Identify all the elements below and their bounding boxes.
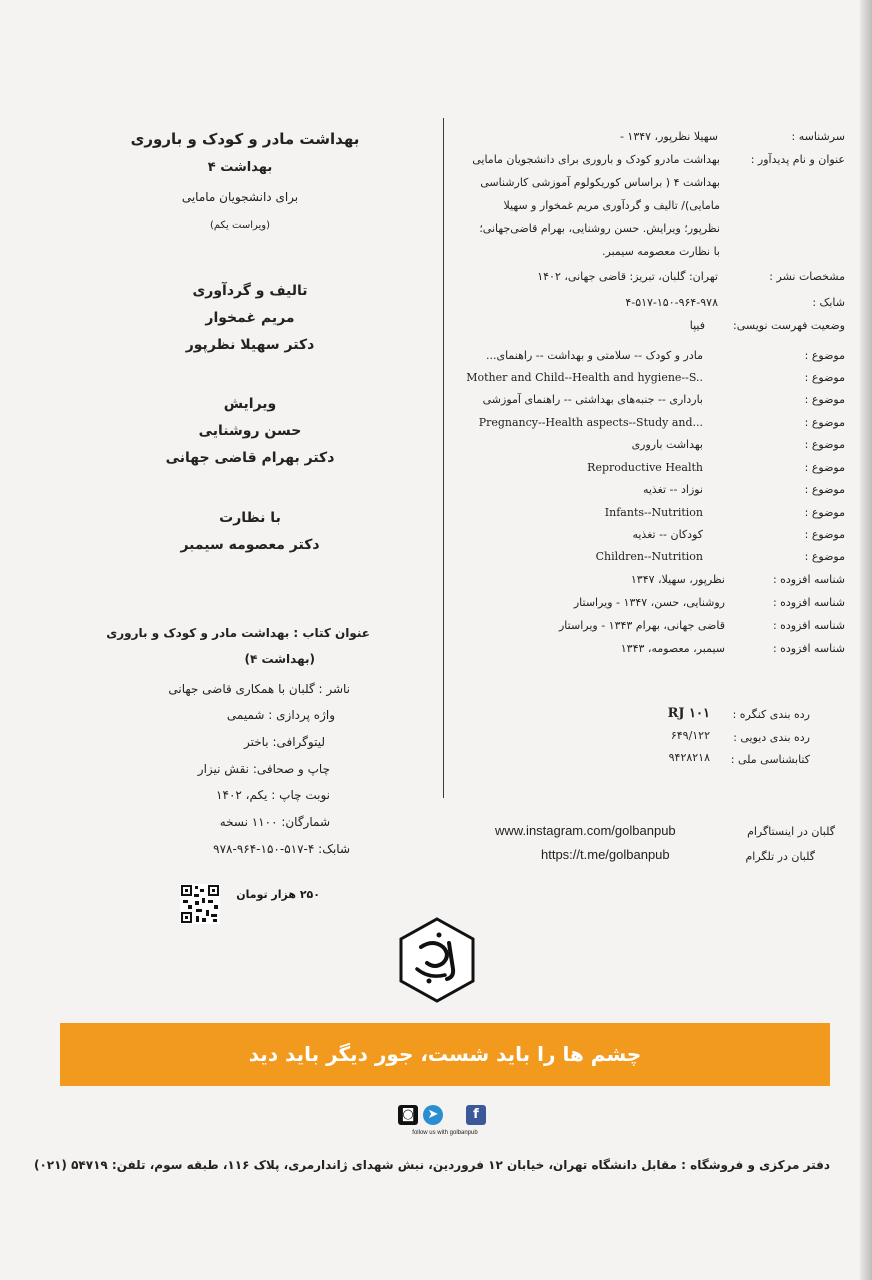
imprint-isbn: شابک: ۴-۵۱۷-۱۵۰-۹۶۴-۹۷۸ (213, 842, 350, 856)
cip-value-national: ۹۴۲۸۲۱۸ (668, 751, 710, 764)
added-label-4: شناسه افزوده : (772, 642, 845, 655)
office-address: دفتر مرکزی و فروشگاه : مقابل دانشگاه تهران، خیابان ۱۲ فروردین، نبش شهدای ژاندارمری، پلاک ۱۱۶، طبقه سوم، تلفن: ۵۴۷۱۹ (۰۲۱) (33, 1158, 830, 1172)
supervision-heading: با نظارت (219, 510, 281, 526)
imprint-series: (بهداشت ۴) (244, 652, 315, 666)
cip-value-publication: تهران: گلبان، تبریز: قاضی جهانی، ۱۴۰۲ (537, 270, 718, 283)
subject-label-1: موضوع : (804, 349, 845, 362)
subject-label-7: موضوع : (804, 483, 845, 496)
subject-label-5: موضوع : (804, 438, 845, 451)
supervisor: دکتر معصومه سیمبر (180, 537, 320, 553)
added-entry-4: سیمبر، معصومه، ۱۳۴۳ (620, 642, 725, 655)
imprint-printing: چاپ و صحافی: نقش نیزار (197, 762, 330, 776)
subject-label-9: موضوع : (804, 528, 845, 541)
compile-heading: تالیف و گردآوری (192, 283, 308, 299)
facebook-icon[interactable]: f (466, 1105, 486, 1125)
slogan-text: چشم ها را باید شست، جور دیگر باید دید (248, 1042, 642, 1066)
editor-2: دکتر بهرام قاضی جهانی (165, 450, 335, 466)
added-entry-2: روشنایی، حسن، ۱۳۴۷ - ویراستار (573, 596, 725, 609)
cip-value-ddc: ۶۴۹/۱۲۲ (670, 729, 710, 742)
book-edition: (ویراست یکم) (209, 220, 271, 231)
book-subtitle: بهداشت ۴ (207, 160, 273, 175)
cip-label-status: وضعیت فهرست نویسی: (733, 319, 845, 332)
page-edge (860, 0, 872, 1280)
subject-8: Infants--Nutrition (604, 506, 703, 519)
telegram-link[interactable]: https://t.me/golbanpub (541, 847, 670, 862)
qr-code (180, 884, 220, 924)
author-1: مریم غمخوار (205, 310, 295, 326)
subject-2: Mother and Child--Health and hygiene--S.. (466, 371, 703, 384)
subject-6: Reproductive Health (587, 461, 703, 474)
cip-label-national: کتابشناسی ملی : (730, 753, 810, 766)
cip-value-title-5: با نظارت معصومه سیمبر. (602, 245, 720, 258)
subject-9: کودکان -- تغذیه (632, 528, 703, 541)
subject-3: بارداری -- جنبه‌های بهداشتی -- راهنمای آموزشی (482, 393, 703, 406)
imprint-title: عنوان کتاب : بهداشت مادر و کودک و باروری (106, 626, 370, 640)
added-label-2: شناسه افزوده : (772, 596, 845, 609)
subject-4: Pregnancy--Health aspects--Study and... (478, 416, 703, 429)
edit-heading: ویرایش (223, 396, 277, 412)
cip-label-publication: مشخصات نشر : (769, 270, 845, 283)
cip-value-title-1: بهداشت مادرو کودک و باروری برای دانشجویان مامایی (472, 153, 720, 166)
cip-value-status: فیپا (689, 319, 705, 332)
cip-label-lc: رده بندی کنگره : (732, 708, 810, 721)
subject-7: نوزاد -- تغذیه (642, 483, 703, 496)
instagram-label: گلبان در اینستاگرام (747, 825, 835, 838)
cip-value-title-3: مامایی)/ تالیف و گردآوری مریم غمخوار و سهیلا (503, 199, 720, 212)
added-entry-1: نظرپور، سهیلا، ۱۳۴۷ (630, 573, 725, 586)
cip-label-author: سرشناسه : (791, 130, 845, 143)
added-entry-3: قاضی جهانی، بهرام ۱۳۴۳ - ویراستار (559, 619, 725, 632)
imprint-typesetting: واژه پردازی : شمیمی (226, 708, 335, 722)
cip-label-title: عنوان و نام پدیدآور : (750, 153, 845, 166)
editor-1: حسن روشنایی (198, 423, 302, 439)
imprint-publisher: ناشر : گلبان با همکاری قاضی جهانی (168, 682, 350, 696)
instagram-link[interactable]: www.instagram.com/golbanpub (495, 823, 676, 838)
subject-1: مادر و کودک -- سلامتی و بهداشت -- راهنمای... (485, 349, 703, 362)
column-divider (443, 118, 444, 798)
added-label-1: شناسه افزوده : (772, 573, 845, 586)
cip-value-title-2: بهداشت ۴ ( براساس کوریکولوم آموزشی کارشناسی (480, 176, 720, 189)
added-label-3: شناسه افزوده : (772, 619, 845, 632)
book-title: بهداشت مادر و کودک و باروری (130, 130, 360, 148)
cip-label-ddc: رده بندی دیویی : (733, 731, 810, 744)
book-audience: برای دانشجویان مامایی (181, 190, 299, 204)
subject-label-4: موضوع : (804, 416, 845, 429)
author-2: دکتر سهیلا نظرپور (185, 337, 315, 353)
golban-logo (399, 917, 475, 1003)
subject-10: Children--Nutrition (595, 550, 703, 563)
cip-value-title-4: نظرپور؛ ویرایش. حسن روشنایی، بهرام قاضی‌جهانی؛ (479, 222, 720, 235)
follow-us-text: follow us with golbanpub (412, 1130, 478, 1136)
cip-value-author: سهیلا نظرپور، ۱۳۴۷ - (619, 130, 718, 143)
cip-value-lc: RJ ۱۰۱ (667, 706, 710, 721)
imprint-copies: شمارگان: ۱۱۰۰ نسخه (219, 815, 330, 829)
subject-label-3: موضوع : (804, 393, 845, 406)
subject-label-10: موضوع : (804, 550, 845, 563)
telegram-label: گلبان در تلگرام (745, 850, 815, 863)
subject-label-8: موضوع : (804, 506, 845, 519)
imprint-lithography: لیتوگرافی: باختر (243, 735, 325, 749)
imprint-print-run: نوبت چاپ : یکم، ۱۴۰۲ (216, 788, 330, 802)
cip-label-isbn: شابک : (812, 296, 845, 309)
subject-label-2: موضوع : (804, 371, 845, 384)
price: ۲۵۰ هزار تومان (236, 888, 320, 901)
instagram-icon[interactable]: ◙ (398, 1105, 418, 1125)
cip-value-isbn: ۴-۵۱۷-۱۵۰-۹۶۴-۹۷۸ (625, 296, 718, 309)
telegram-icon[interactable]: ➤ (423, 1105, 443, 1125)
subject-5: بهداشت باروری (631, 438, 703, 451)
subject-label-6: موضوع : (804, 461, 845, 474)
